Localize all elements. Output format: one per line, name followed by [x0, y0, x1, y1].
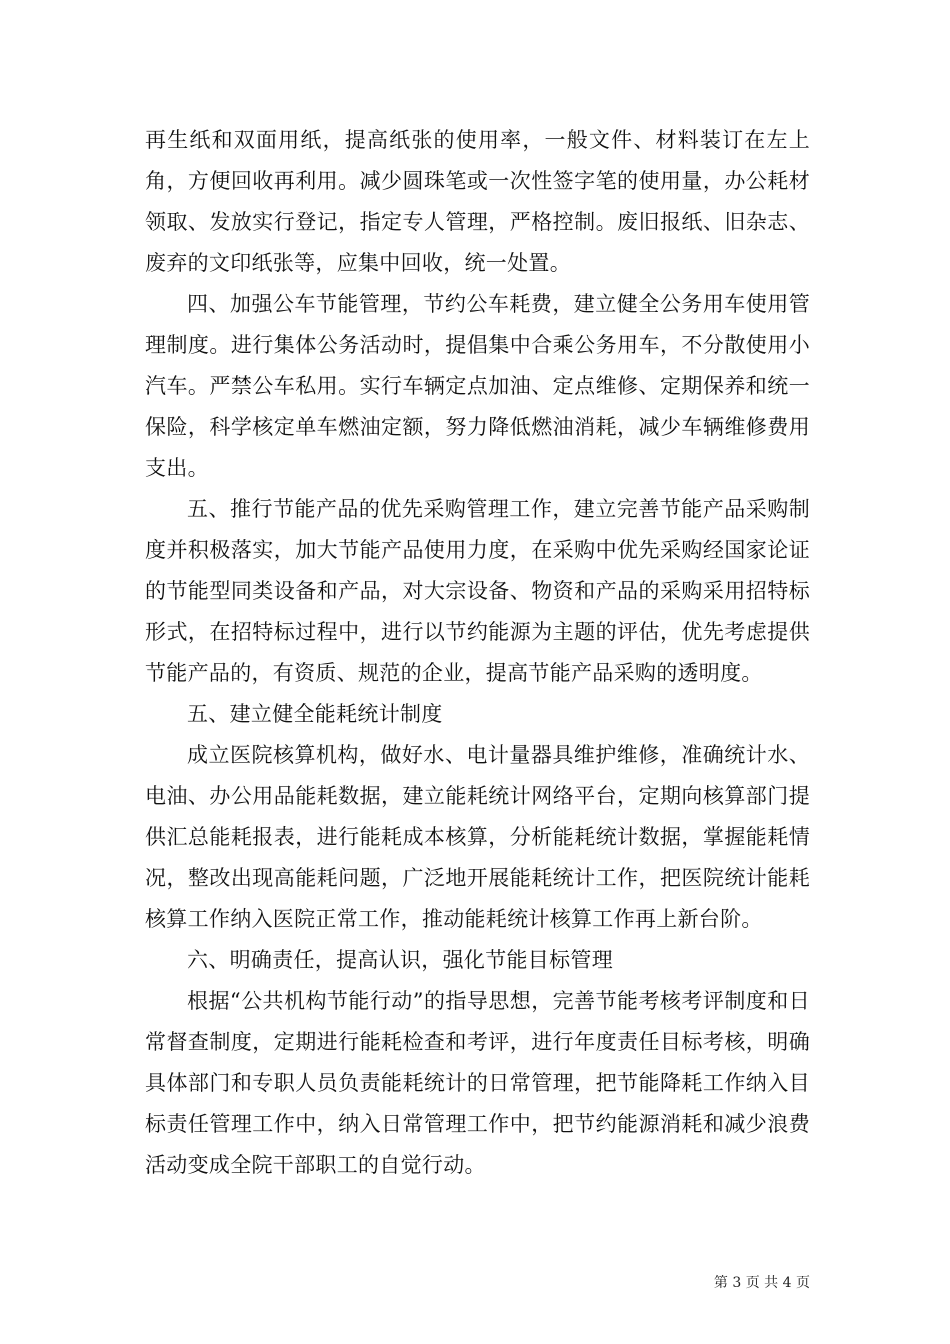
document-body [145, 120, 810, 1186]
section-heading-responsibility: 六、明确责任，提高认识，强化节能目标管理 [187, 948, 613, 972]
paragraph-responsibility: 根据“公共机构节能行动”的指导思想，完善节能考核考评制度和日常督查制度，定期进行能耗检查和考评，进行年度责任目标考核，明确具体部门和专职人员负责能耗统计的日常管理，把节能降耗工作纳入目标责任管理工作中，纳入日常管理工作中，把节约能源消耗和减少浪费活动变成全院干部职工的自觉行动。 [145, 989, 810, 1177]
section-heading-energy-statistics: 五、建立健全能耗统计制度 [187, 702, 443, 726]
paragraph-energy-statistics: 成立医院核算机构，做好水、电计量器具维护维修，准确统计水、电油、办公用品能耗数据，建立能耗统计网络平台，定期向核算部门提供汇总能耗报表，进行能耗成本核算，分析能耗统计数据，掌握能耗情况，整改出现高能耗问题，广泛地开展能耗统计工作，把医院统计能耗核算工作纳入医院正常工作，推动能耗统计核算工作再上新台阶。 [145, 743, 810, 931]
paragraph-vehicle-management: 四、加强公车节能管理，节约公车耗费，建立健全公务用车使用管理制度。进行集体公务活动时，提倡集中合乘公务用车，不分散使用小汽车。严禁公车私用。实行车辆定点加油、定点维修、定期保养和统一保险，科学核定单车燃油定额，努力降低燃油消耗，减少车辆维修费用支出。 [145, 292, 810, 480]
paragraph-paper-recycling: 再生纸和双面用纸，提高纸张的使用率，一般文件、材料装订在左上角，方便回收再利用。减少圆珠笔或一次性签字笔的使用量，办公耗材领取、发放实行登记，指定专人管理，严格控制。废旧报纸、旧杂志、废弃的文印纸张等，应集中回收，统一处置。 [145, 128, 810, 275]
page-number-footer: 第 3 页 共 4 页 [713, 1275, 810, 1291]
paragraph-procurement: 五、推行节能产品的优先采购管理工作，建立完善节能产品采购制度并积极落实，加大节能产品使用力度，在采购中优先采购经国家论证的节能型同类设备和产品，对大宗设备、物资和产品的采购采用招特标形式，在招特标过程中，进行以节约能源为主题的评估，优先考虑提供节能产品的，有资质、规范的企业，提高节能产品采购的透明度。 [145, 497, 810, 685]
